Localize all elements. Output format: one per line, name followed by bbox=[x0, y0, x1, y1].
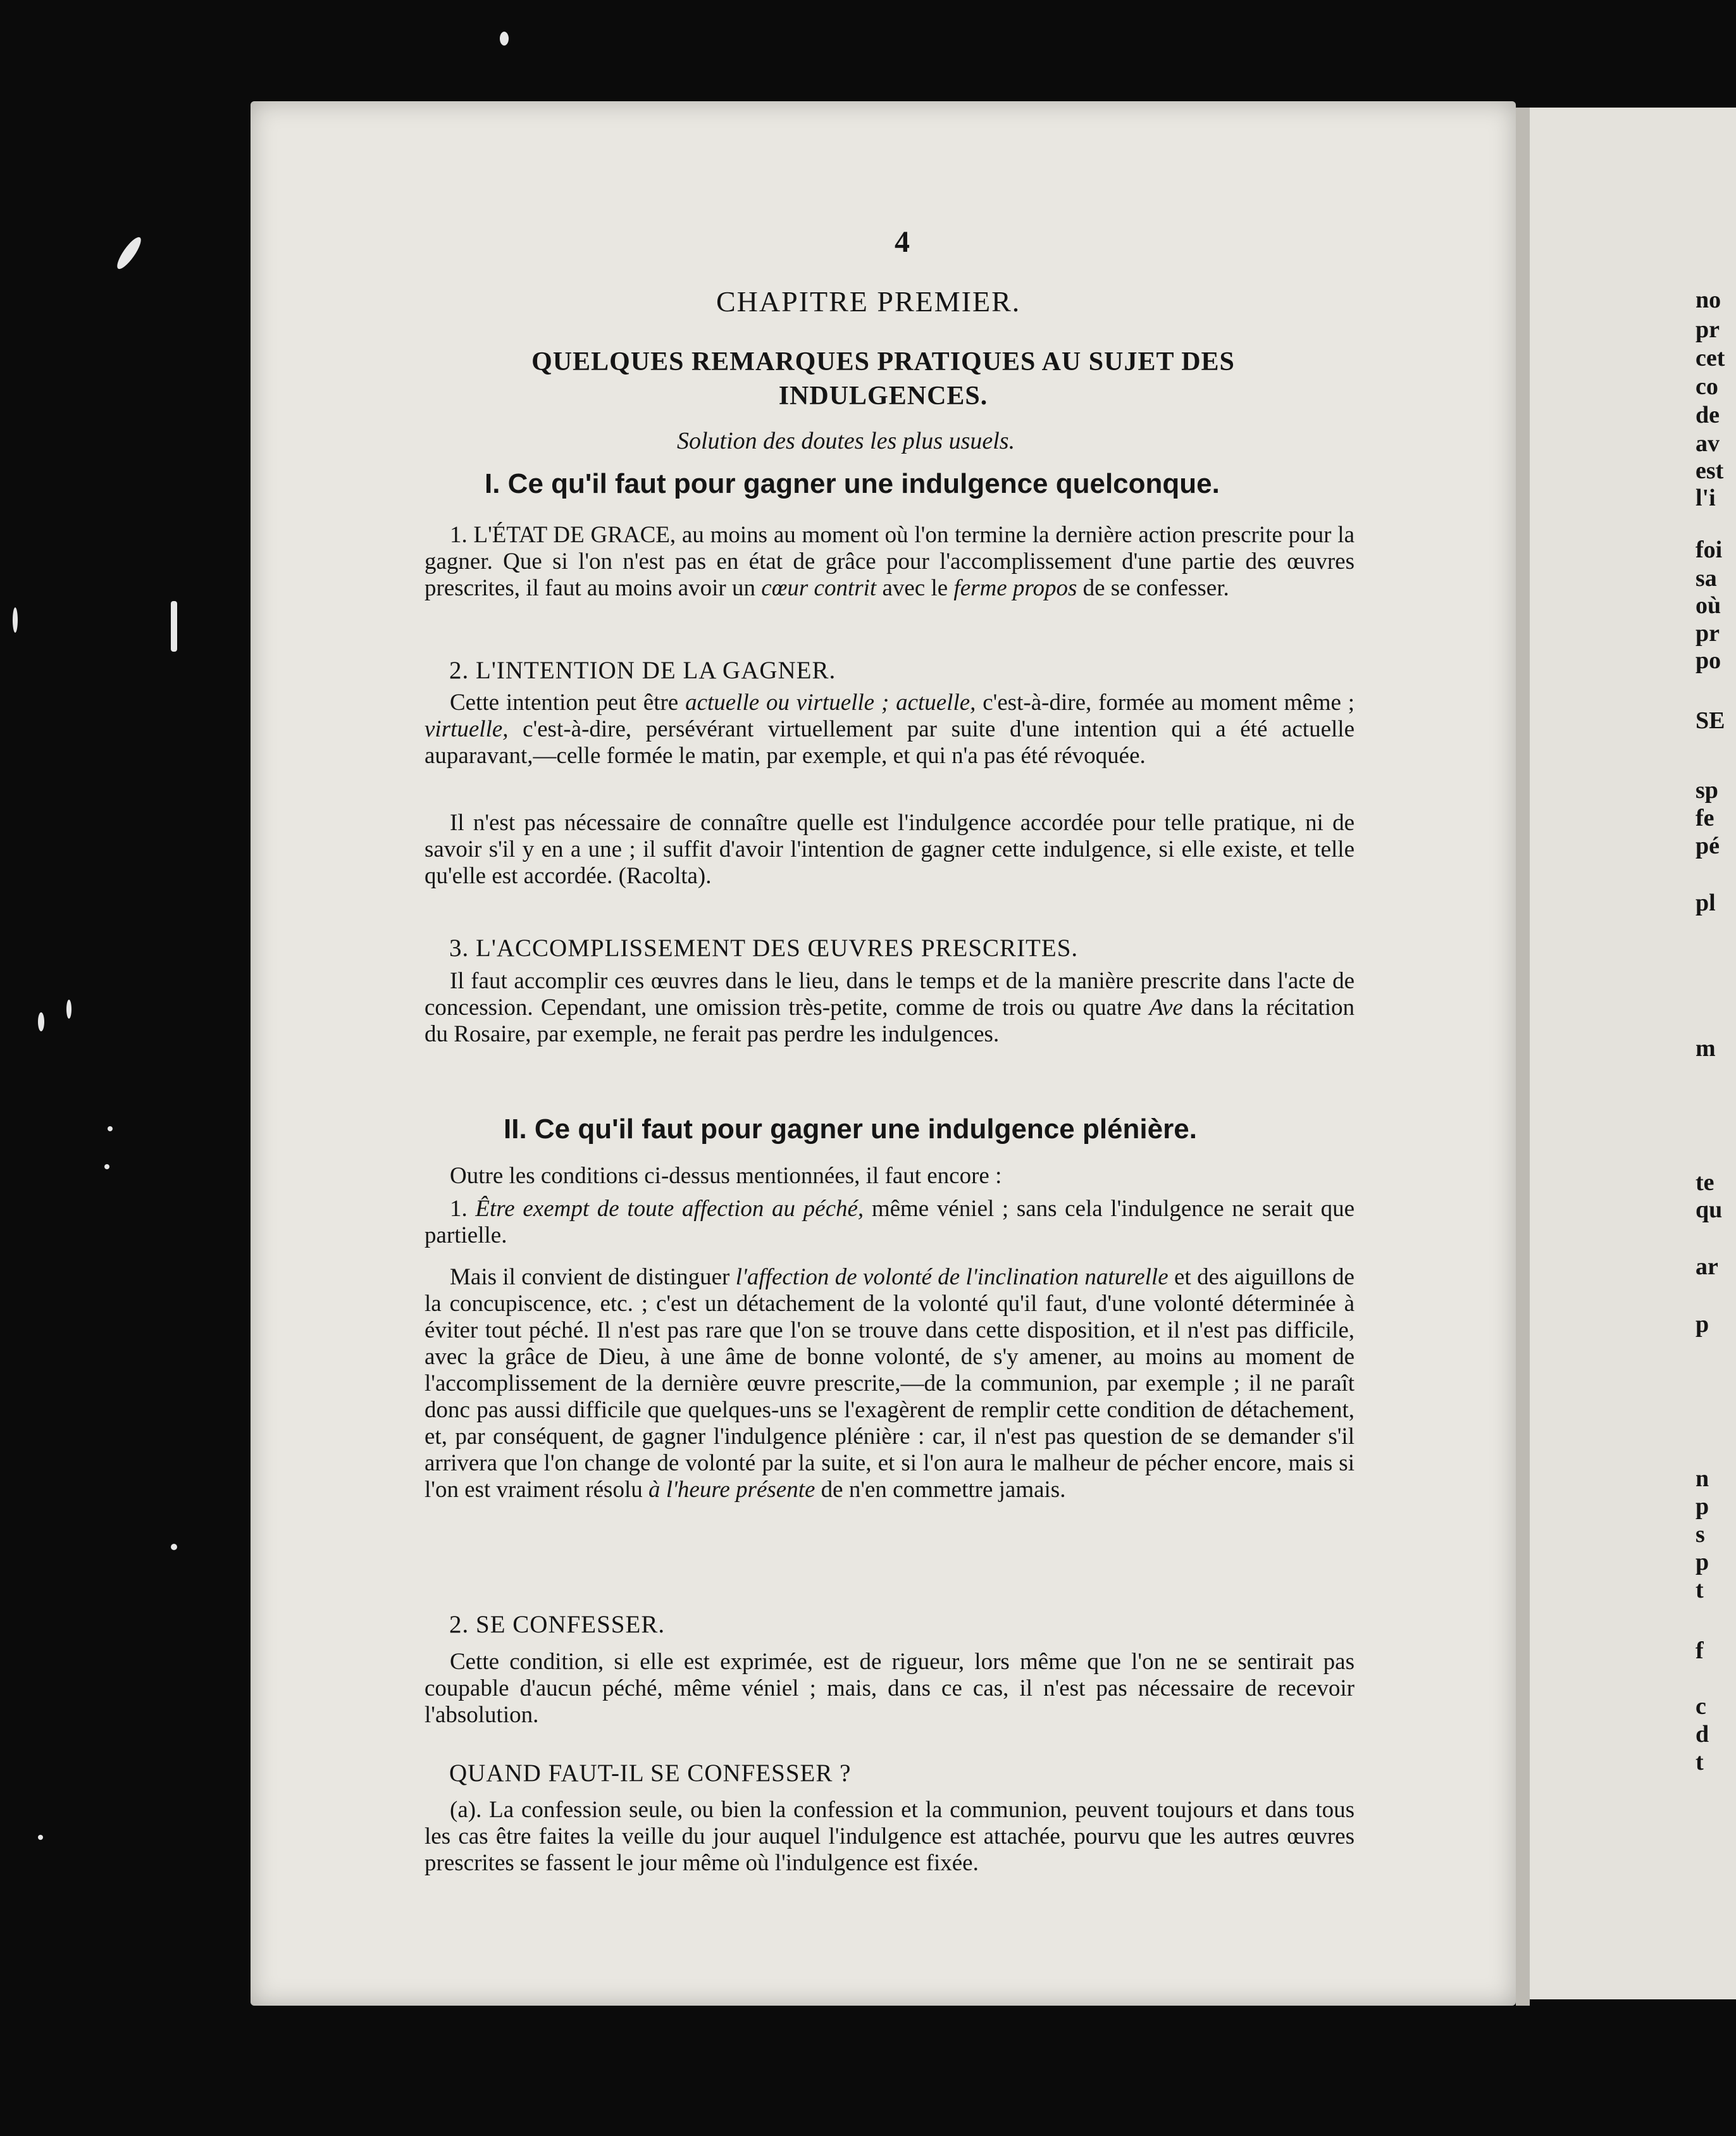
when-label: QUAND FAUT-IL SE CONFESSER ? bbox=[449, 1760, 852, 1787]
condition-etat-de-grace bbox=[425, 522, 1355, 602]
dust-speck bbox=[113, 234, 144, 271]
fragment: cet bbox=[1696, 345, 1725, 371]
fragment: où bbox=[1696, 592, 1721, 619]
chapter-title: CHAPITRE PREMIER. bbox=[716, 285, 1021, 318]
dust-speck bbox=[104, 1164, 109, 1169]
item3-a: Il faut accomplir ces œuvres dans le lieu, dans le temps et de la manière prescrite dans l'acte de concession. Cependant, une omission très-petite, comme de trois ou quatre bbox=[425, 968, 1355, 1021]
fragment: de bbox=[1696, 402, 1720, 428]
fragment: c bbox=[1696, 1693, 1706, 1720]
fragment: d bbox=[1696, 1721, 1709, 1748]
item1-italic-coeur: cœur contrit bbox=[761, 575, 877, 601]
item2-p1-b bbox=[889, 690, 896, 716]
item1-mid: avec le bbox=[876, 575, 954, 601]
item3-b: dans la récitation du Rosaire, par exemple, ne ferait pas perdre les indulgences. bbox=[425, 995, 1355, 1047]
when-paragraph: (a). La confession seule, ou bien la confession et la communion, peuvent toujours et dans tous les cas être faites la veille du jour auquel l'indulgence est attachée, pourvu que les autres œuvres prescrites se fassent le jour même où l'indulgence est fixée. bbox=[425, 1797, 1355, 1876]
subtitle: Solution des doutes les plus usuels. bbox=[677, 428, 1015, 454]
dust-speck bbox=[38, 1835, 43, 1840]
part2-condition1-explanation bbox=[425, 1264, 1355, 1503]
fragment: no bbox=[1696, 287, 1721, 313]
fragment: pl bbox=[1696, 890, 1716, 916]
item2-p1-i2: actuelle, bbox=[896, 690, 976, 716]
fragment: po bbox=[1696, 647, 1721, 674]
c2-paragraph: Cette condition, si elle est exprimée, est de rigueur, lors même que l'on ne se sentirait pas coupable d'aucun péché, même véniel ; mais, dans ce cas, il n'est pas nécessaire de recevoir l'absolution. bbox=[425, 1649, 1355, 1728]
dust-speck bbox=[171, 601, 177, 652]
fragment: qu bbox=[1696, 1196, 1723, 1223]
part2-condition1 bbox=[425, 1196, 1355, 1249]
book-page-left bbox=[251, 101, 1516, 2006]
page-number: 4 bbox=[895, 225, 910, 259]
fragment: sp bbox=[1696, 777, 1718, 804]
fragment: l'i bbox=[1696, 485, 1716, 511]
fragment: SE bbox=[1696, 707, 1725, 734]
item2-paragraph2: Il n'est pas nécessaire de connaître quelle est l'indulgence accordée pour telle pratique, ni de savoir s'il y en a une ; il suffit d'avoir l'intention de gagner cette indulgence, si elle existe, et telle qu'elle est accordée. (Racolta). bbox=[425, 810, 1355, 889]
item1-label: 1. L'ÉTAT DE GRACE, bbox=[450, 522, 676, 548]
dust-speck bbox=[66, 1000, 71, 1019]
fragment: s bbox=[1696, 1521, 1705, 1548]
item3-label: 3. L'ACCOMPLISSEMENT DES ŒUVRES PRESCRITES. bbox=[449, 934, 1079, 962]
c1-b: même véniel ; sans cela l'indulgence ne serait que partielle. bbox=[425, 1196, 1355, 1248]
fragment: n bbox=[1696, 1465, 1709, 1492]
fragment: te bbox=[1696, 1169, 1714, 1196]
fragment: p bbox=[1696, 1549, 1709, 1575]
c1-p2-b: et des aiguillons de la concupiscence, etc. ; c'est un détachement de la volonté qu'il faut, d'une volonté déterminée à éviter tout péché. Il n'est pas rare que l'on se trouve dans cette disposition, et il n'est pas difficile, avec la grâce de Dieu, à une âme de bonne volonté, de s'y amener, au moins au moment de l'accomplissement de la dernière œuvre prescrite,—de la communion, par exemple ; il ne paraît donc pas aussi difficile que quelques-uns se l'exagèrent de remplir cette condition de détachement, et, par conséquent, de gagner l'indulgence plénière : car, il n'est pas question de se demander s'il arrivera que l'on change de volonté par la suite, et si l'on aura le malheur de pécher encore, mais si l'on est vraiment résolu bbox=[425, 1264, 1355, 1503]
c1-a: 1. bbox=[450, 1196, 476, 1222]
fragment: av bbox=[1696, 430, 1720, 457]
item3-ave: Ave bbox=[1149, 995, 1183, 1021]
fragment: m bbox=[1696, 1035, 1716, 1062]
fragment: est bbox=[1696, 457, 1724, 484]
section-heading: QUELQUES REMARQUES PRATIQUES AU SUJET DES INDULGENCES. bbox=[531, 347, 1235, 411]
c1-p2-italic2: à l'heure présente bbox=[648, 1477, 815, 1503]
item3-paragraph bbox=[425, 968, 1355, 1048]
part2-intro: Outre les conditions ci-dessus mentionnées, il faut encore : bbox=[450, 1163, 1002, 1189]
fragment: t bbox=[1696, 1749, 1704, 1775]
item2-p1-a: Cette intention peut être bbox=[450, 690, 686, 716]
fragment: fe bbox=[1696, 805, 1714, 831]
item2-p1-c: c'est-à-dire, formée au moment même ; bbox=[976, 690, 1355, 716]
fragment: sa bbox=[1696, 565, 1717, 592]
c1-p2-a: Mais il convient de distinguer bbox=[450, 1264, 736, 1290]
item2-label: 2. L'INTENTION DE LA GAGNER. bbox=[449, 657, 836, 684]
dust-speck bbox=[108, 1126, 113, 1131]
book-page-right-fragment bbox=[1530, 108, 1736, 1999]
item1-end: de se confesser. bbox=[1077, 575, 1229, 601]
part1-heading: I. Ce qu'il faut pour gagner une indulgence quelconque. bbox=[485, 468, 1220, 499]
dust-speck bbox=[38, 1012, 44, 1031]
item1-text: au moins au moment où l'on termine la dernière action prescrite pour la gagner. Que si l'on n'est pas en état de grâce pour l'accomplissement d'une partie des œuvres prescrites, il faut au moins avoir un bbox=[425, 522, 1355, 601]
item1-italic-propos: ferme propos bbox=[953, 575, 1077, 601]
c2-label: 2. SE CONFESSER. bbox=[449, 1611, 666, 1638]
item2-p1-i3: virtuelle, bbox=[425, 716, 509, 742]
fragment: co bbox=[1696, 373, 1718, 400]
item2-p1-i1: actuelle ou virtuelle ; bbox=[685, 690, 890, 716]
part2-heading: II. Ce qu'il faut pour gagner une indulgence plénière. bbox=[504, 1114, 1197, 1145]
fragment: pr bbox=[1696, 316, 1720, 343]
dust-speck bbox=[500, 32, 509, 46]
c1-p2-c: de n'en commettre jamais. bbox=[815, 1477, 1066, 1503]
c1-italic: Être exempt de toute affection au péché, bbox=[475, 1196, 864, 1222]
fragment: ar bbox=[1696, 1253, 1718, 1280]
dust-speck bbox=[13, 607, 18, 633]
fragment: f bbox=[1696, 1637, 1704, 1664]
page-gutter bbox=[1516, 108, 1530, 2006]
fragment: t bbox=[1696, 1577, 1704, 1603]
fragment: foi bbox=[1696, 537, 1723, 563]
item2-paragraph1 bbox=[425, 690, 1355, 769]
fragment: pé bbox=[1696, 833, 1720, 859]
dust-speck bbox=[171, 1544, 177, 1550]
c1-p2-italic1: l'affection de volonté de l'inclination naturelle bbox=[735, 1264, 1169, 1290]
fragment: pr bbox=[1696, 620, 1720, 647]
fragment: p bbox=[1696, 1493, 1709, 1520]
fragment: p bbox=[1696, 1311, 1709, 1338]
item2-p1-d: c'est-à-dire, persévérant virtuellement par suite d'une intention qui a été actuelle auparavant,—celle formée le matin, par exemple, et qui n'a pas été révoquée. bbox=[425, 716, 1355, 769]
